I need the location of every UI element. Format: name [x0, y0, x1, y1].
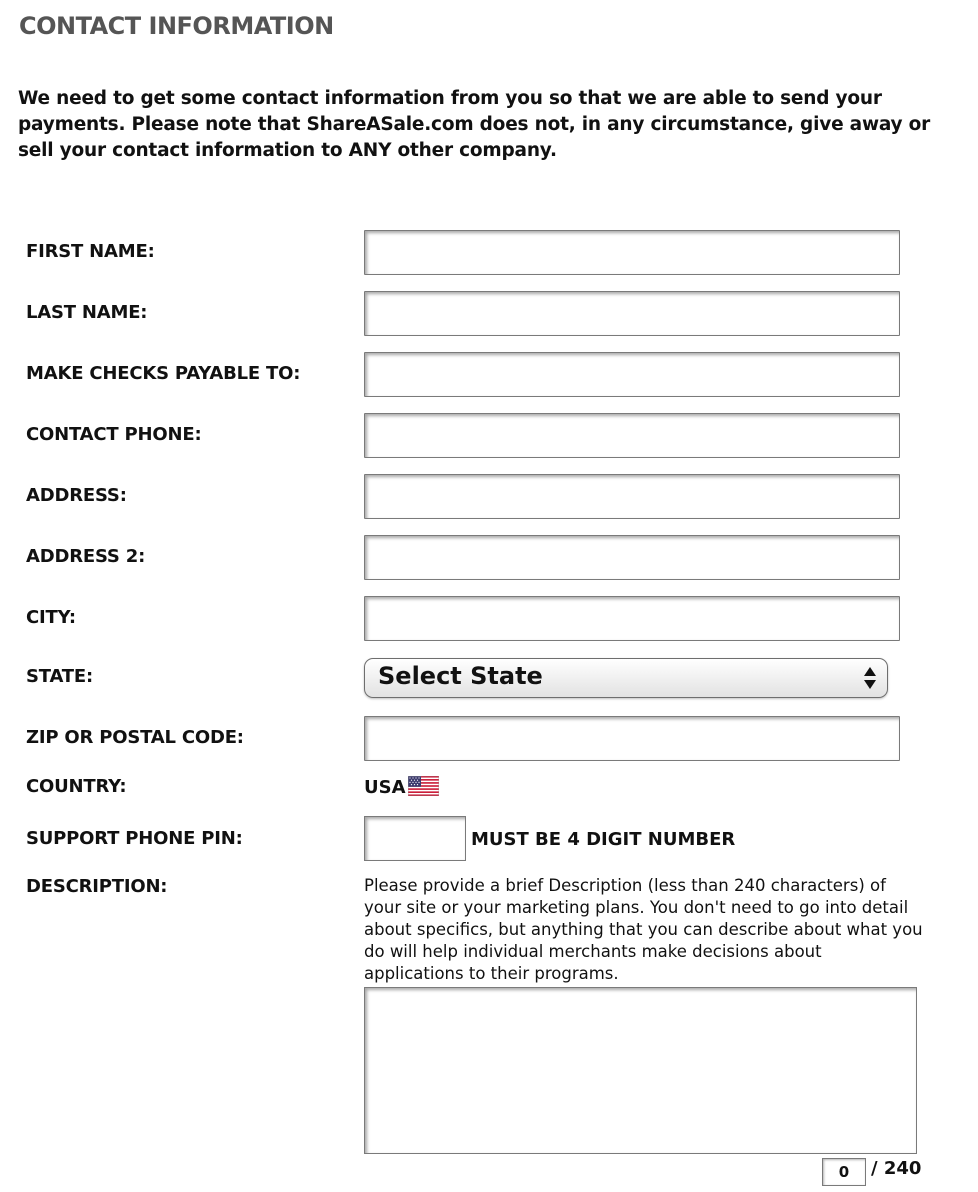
state-label: STATE:	[26, 666, 93, 687]
support-pin-input[interactable]	[364, 816, 466, 861]
state-select-value: Select State	[378, 662, 543, 690]
contact-phone-input[interactable]	[364, 413, 900, 458]
page-title: CONTACT INFORMATION	[19, 12, 334, 40]
support-pin-label: SUPPORT PHONE PIN:	[26, 828, 243, 849]
address2-input[interactable]	[364, 535, 900, 580]
address-input[interactable]	[364, 474, 900, 519]
first-name-input[interactable]	[364, 230, 900, 275]
last-name-input[interactable]	[364, 291, 900, 336]
last-name-label: LAST NAME:	[26, 302, 148, 323]
zip-label: ZIP OR POSTAL CODE:	[26, 727, 244, 748]
intro-text: We need to get some contact information from you so that we are able to send your payments. Please note that ShareASale.com does not, in any circumstance, give away or sell your contact information to ANY other company.	[18, 88, 931, 161]
contact-phone-label: CONTACT PHONE:	[26, 424, 202, 445]
description-textarea[interactable]	[364, 987, 917, 1154]
payable-to-input[interactable]	[364, 352, 900, 397]
zip-input[interactable]	[364, 716, 900, 761]
state-select[interactable]	[364, 658, 888, 698]
payable-to-label: MAKE CHECKS PAYABLE TO:	[26, 363, 301, 384]
description-help-text: Please provide a brief Description (less than 240 characters) of your site or your marketing plans. You don't need to go into detail about specifics, but anything that you can describe about what you do will help individual merchants make decisions about applications to their programs.	[364, 876, 923, 983]
pin-requirement-note: MUST BE 4 DIGIT NUMBER	[471, 829, 736, 850]
select-arrows-icon	[863, 664, 877, 692]
us-flag-icon	[408, 776, 439, 796]
country-value: USA	[364, 777, 406, 798]
char-max: / 240	[871, 1158, 922, 1179]
char-count: 0	[822, 1158, 866, 1186]
address2-label: ADDRESS 2:	[26, 546, 146, 567]
address-label: ADDRESS:	[26, 485, 127, 506]
description-label: DESCRIPTION:	[26, 876, 168, 897]
first-name-label: FIRST NAME:	[26, 241, 155, 262]
country-label: COUNTRY:	[26, 776, 127, 797]
city-input[interactable]	[364, 596, 900, 641]
city-label: CITY:	[26, 607, 76, 628]
